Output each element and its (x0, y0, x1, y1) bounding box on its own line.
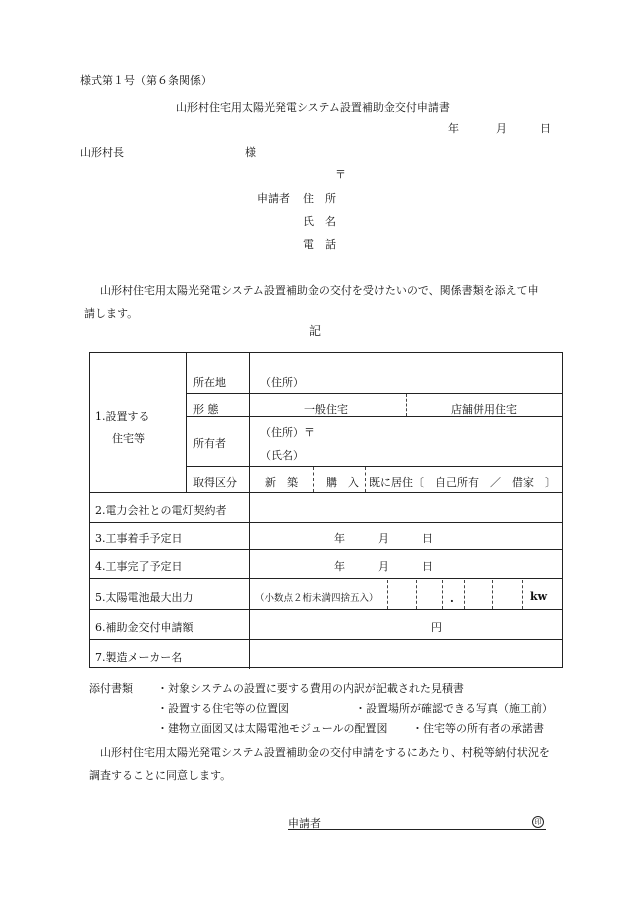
acquisition-existing: 既に居住〔 自己所有 ／ 借家 〕 (369, 476, 556, 489)
addressee-name: 山形村長 (80, 146, 124, 159)
section1-label-line2: 住宅等 (112, 432, 145, 445)
date-day: 日 (540, 122, 551, 135)
owner-name: （氏名） (260, 449, 304, 462)
location-label: 所在地 (193, 376, 226, 389)
attachment-item-4: ・建物立面図又は太陽電池モジュールの配置図 (157, 722, 388, 735)
applicant-label: 申請者 (257, 192, 290, 205)
owner-address: （住所）〒 (260, 426, 315, 439)
form-option-shop: 店舗併用住宅 (451, 403, 517, 416)
attachment-item-1: ・対象システムの設置に要する費用の内訳が記載された見積書 (157, 682, 464, 695)
row2-label: 2.電力会社との電灯契約者 (95, 504, 227, 517)
ki-heading: 記 (309, 324, 322, 338)
addressee-honorific: 様 (245, 146, 256, 159)
section1-label-line1: 1.設置する (95, 410, 150, 423)
postal-mark: 〒 (335, 168, 346, 181)
attachment-item-3: ・設置場所が確認できる写真（施工前） (355, 702, 553, 715)
form-option-general: 一般住宅 (304, 403, 348, 416)
address-label: 住 所 (303, 192, 336, 205)
row4-label: 4.工事完了予定日 (95, 560, 183, 573)
acquisition-buy: 購 入 (326, 476, 359, 489)
phone-label: 電 話 (303, 238, 336, 251)
attachments-label: 添付書類 (89, 682, 133, 695)
date-year: 年 (448, 122, 459, 135)
row5-decimal-point: . (450, 592, 454, 605)
row4-date: 年 月 日 (334, 560, 433, 573)
row6-unit: 円 (431, 621, 442, 634)
date-month: 月 (496, 122, 507, 135)
body-text-line2: 請します。 (84, 307, 139, 320)
acquisition-label: 取得区分 (193, 476, 237, 489)
row7-label: 7.製造メーカー名 (95, 651, 183, 664)
consent-line1: 山形村住宅用太陽光発電システム設置補助金の交付申請をするにあたり、村税等納付状況を (100, 746, 550, 759)
form-label: 形 態 (193, 403, 219, 416)
row5-note: （小数点２桁未満四捨五入） (255, 593, 379, 604)
acquisition-new: 新 築 (265, 476, 298, 489)
row3-label: 3.工事着手予定日 (95, 532, 183, 545)
row5-label: 5.太陽電池最大出力 (95, 591, 194, 604)
attachment-item-5: ・住宅等の所有者の承諾書 (412, 722, 544, 735)
seal-icon: 印 (532, 816, 544, 828)
attachment-item-2: ・設置する住宅等の位置図 (157, 702, 289, 715)
consent-line2: 調査することに同意します。 (89, 769, 232, 782)
name-label: 氏 名 (303, 215, 336, 228)
signature-line (288, 815, 546, 830)
location-value: （住所） (260, 376, 304, 389)
row3-date: 年 月 日 (334, 532, 433, 545)
form-number: 様式第１号（第６条関係） (80, 74, 212, 87)
owner-label: 所有者 (193, 437, 226, 450)
row5-unit: kw (530, 590, 548, 603)
application-table (89, 352, 563, 668)
signature-label: 申請者 (288, 817, 321, 830)
body-text-line1: 山形村住宅用太陽光発電システム設置補助金の交付を受けたいので、関係書類を添えて申 (100, 284, 539, 297)
row6-label: 6.補助金交付申請額 (95, 621, 194, 634)
document-title: 山形村住宅用太陽光発電システム設置補助金交付申請書 (176, 101, 450, 114)
